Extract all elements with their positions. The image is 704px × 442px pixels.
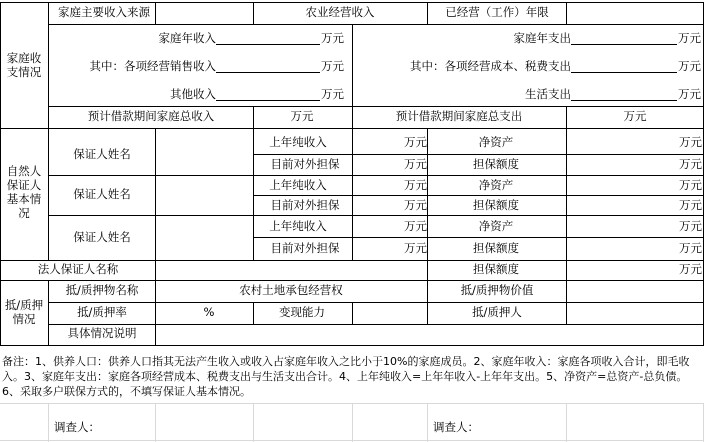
sales-income-unit: 万元	[321, 59, 344, 73]
net-assets-unit-3: 万元	[679, 219, 702, 233]
guarantor-section-label: 自然人保证人基本情况	[6, 164, 42, 220]
costs-field[interactable]	[571, 72, 677, 73]
liquidity-label: 变现能力	[279, 305, 325, 319]
pledgor-label: 抵/质押人	[472, 305, 522, 319]
guarantee-amount-label-3: 担保额度	[473, 241, 519, 255]
investigator-right-label: 调查人：	[433, 420, 479, 434]
net-income-unit-1: 万元	[404, 135, 427, 149]
details-label: 具体情况说明	[67, 326, 137, 340]
external-guarantee-unit-3: 万元	[404, 241, 427, 255]
collateral-value-label: 抵/质押物价值	[460, 283, 534, 297]
net-income-label-3: 上年纯收入	[269, 219, 327, 233]
guarantee-amount-label-1: 担保额度	[473, 157, 519, 171]
annual-income-label: 家庭年收入	[158, 31, 216, 45]
net-income-unit-2: 万元	[404, 178, 427, 192]
collateral-name-value: 农村土地承包经营权	[239, 283, 343, 297]
living-expense-unit: 万元	[678, 87, 701, 101]
legal-guarantee-amount-unit: 万元	[679, 262, 702, 276]
external-guarantee-label-3: 目前对外担保	[270, 241, 340, 255]
agri-income-label: 农业经营收入	[305, 5, 375, 19]
external-guarantee-label-1: 目前对外担保	[270, 157, 340, 171]
annual-expense-unit: 万元	[678, 31, 701, 45]
net-income-label-2: 上年纯收入	[269, 178, 327, 192]
expected-expense-label: 预计借款期间家庭总支出	[395, 109, 523, 123]
net-assets-unit-1: 万元	[679, 135, 702, 149]
net-income-label-1: 上年纯收入	[269, 135, 327, 149]
collateral-name-label: 抵/质押物名称	[65, 283, 139, 297]
annual-income-unit: 万元	[321, 31, 344, 45]
guarantee-amount-unit-3: 万元	[679, 241, 702, 255]
expected-income-label: 预计借款期间家庭总收入	[87, 109, 215, 123]
guarantee-amount-unit-1: 万元	[679, 157, 702, 171]
collateral-rate-label: 抵/质押率	[77, 305, 127, 319]
sales-income-field[interactable]	[216, 72, 320, 73]
years-operated-label: 已经营（工作）年限	[445, 5, 549, 19]
income-section-label: 家庭收支情况	[6, 51, 42, 79]
net-assets-label-3: 净资产	[478, 219, 514, 233]
costs-unit: 万元	[678, 59, 701, 73]
external-guarantee-unit-1: 万元	[404, 157, 427, 171]
legal-guarantor-label: 法人保证人名称	[37, 262, 119, 276]
other-income-label: 其他收入	[170, 87, 216, 101]
other-income-field[interactable]	[216, 100, 320, 101]
costs-label: 其中：各项经营成本、税费支出	[410, 59, 571, 73]
annual-expense-field[interactable]	[571, 44, 677, 45]
collateral-section-label: 抵/质押情况	[4, 298, 44, 326]
net-assets-label-1: 净资产	[478, 135, 514, 149]
net-assets-label-2: 净资产	[478, 178, 514, 192]
guarantee-amount-unit-2: 万元	[679, 198, 702, 212]
annual-expense-label: 家庭年支出	[513, 31, 571, 45]
net-assets-unit-2: 万元	[679, 178, 702, 192]
guarantor-name-label-3: 保证人姓名	[73, 230, 131, 244]
guarantor-name-label-1: 保证人姓名	[73, 147, 131, 161]
external-guarantee-unit-2: 万元	[404, 198, 427, 212]
sales-income-label: 其中：各项经营销售收入	[89, 59, 216, 73]
guarantee-amount-label-2: 担保额度	[473, 198, 519, 212]
expected-expense-unit: 万元	[623, 109, 647, 123]
annual-income-field[interactable]	[216, 44, 320, 45]
net-income-unit-3: 万元	[404, 219, 427, 233]
investigator-left-label: 调查人：	[54, 420, 100, 434]
legal-guarantee-amount-label: 担保额度	[473, 262, 519, 276]
guarantor-name-label-2: 保证人姓名	[73, 187, 131, 201]
expected-income-unit: 万元	[290, 109, 314, 123]
other-income-unit: 万元	[321, 87, 344, 101]
external-guarantee-label-2: 目前对外担保	[270, 198, 340, 212]
living-expense-label: 生活支出	[525, 87, 571, 101]
living-expense-field[interactable]	[571, 100, 677, 101]
main-income-source-label: 家庭主要收入来源	[58, 5, 150, 19]
notes-text: 备注：1、供养人口：供养人口指其无法产生收入或收入占家庭年收入之比小于10%的家庭成员。2、家庭年收入：家庭各项收入合计，即毛收入。3、家庭年支出：家庭各项经营成本、税费支出与生活支出合计。4、上年纯收入=上年年收入-上年年支出。5、净资产=总资产-总负债。6、采取多户联保方式的，不填写保证人基本情况。	[2, 355, 690, 398]
collateral-rate-percent: %	[203, 305, 215, 319]
